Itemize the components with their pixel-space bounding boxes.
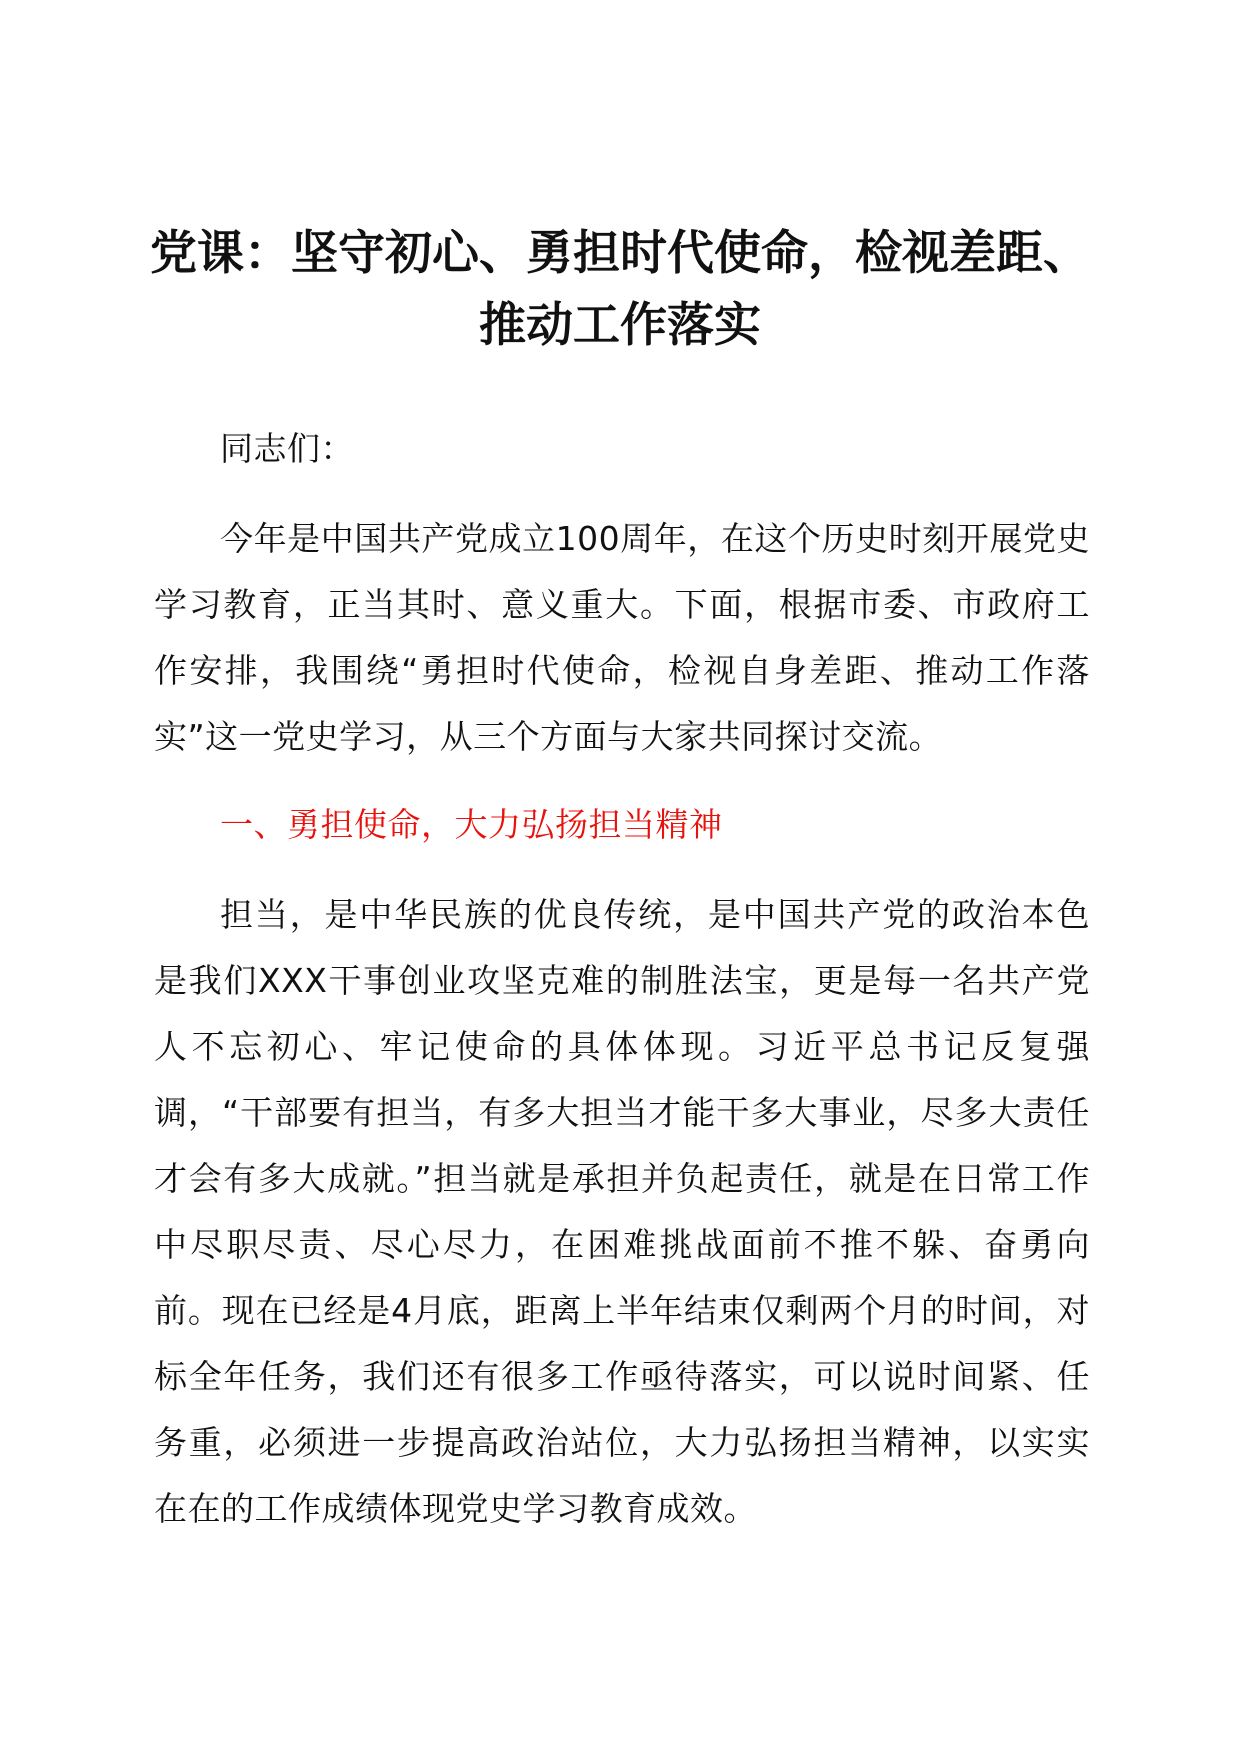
document-title — [150, 218, 1090, 362]
section-1-paragraph: 担当，是中华民族的优良传统，是中国共产党的政治本色是我们XXX干事创业攻坚克难的制胜法宝，更是每一名共产党人不忘初心、牢记使命的具体体现。习近平总书记反复强调，“干部要有担当，有多大担当才能干多大事业，尽多大责任才会有多大成就。”担当就是承担并负起责任，就是在日常工作中尽职尽责、尽心尽力，在困难挑战面前不推不躲、奋勇向前。现在已经是4月底，距离上半年结束仅剩两个月的时间，对标全年任务，我们还有很多工作亟待落实，可以说时间紧、任务重，必须进一步提高政治站位，大力弘扬担当精神，以实实在在的工作成绩体现党史学习教育成效。 — [154, 895, 1090, 1528]
title-line-1: 党课：坚守初心、勇担时代使命，检视差距、 — [150, 226, 1090, 281]
title-line-2: 推动工作落实 — [479, 298, 761, 353]
intro-paragraph: 今年是中国共产党成立100周年，在这个历史时刻开展党史学习教育，正当其时、意义重大。下面，根据市委、市政府工作安排，我围绕“勇担时代使命，检视自身差距、推动工作落实”这一党史学习，从三个方面与大家共同探讨交流。 — [154, 519, 1090, 756]
salutation: 同志们： — [220, 429, 354, 468]
section-heading-1: 一、勇担使命，大力弘扬担当精神 — [220, 805, 723, 844]
document-body — [154, 416, 1090, 1542]
